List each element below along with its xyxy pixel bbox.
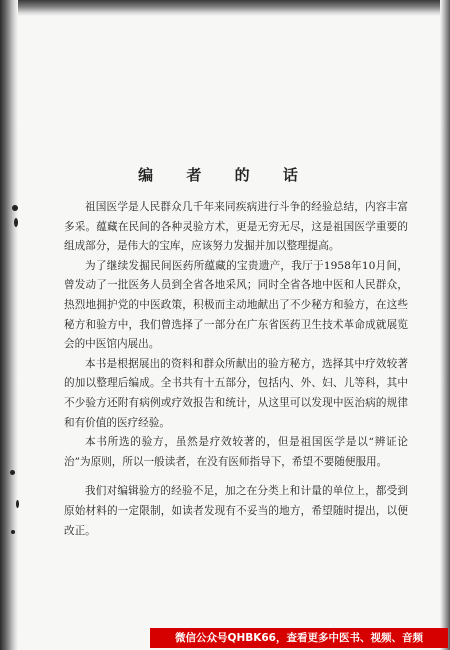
scan-edge-right bbox=[440, 0, 450, 650]
paragraph-3: 本书是根据展出的资料和群众所献出的验方秘方，选择其中疗效较著的加以整理后编成。全书共有十五部分，包括内、外、妇、儿等科，其中不少验方还附有病例或疗效报告和统计，从这里可以发现中医治病的规律和有价值的医疗经验。 bbox=[64, 357, 408, 429]
scan-speck bbox=[16, 500, 19, 508]
watermark-banner: 微信公众号QHBK66，查看更多中医书、视频、音频 bbox=[150, 628, 448, 648]
scan-speck bbox=[11, 530, 15, 534]
paragraph-4: 本书所选的验方，虽然是疗效较著的，但是祖国医学是以“辨证论治”为原则，所以一般读者，在没有医师指导下，希望不要随便服用。 bbox=[64, 436, 408, 468]
scan-edge-left bbox=[0, 0, 18, 650]
scan-speck bbox=[12, 205, 18, 211]
paragraph-2: 为了继续发掘民间医药所蕴藏的宝贵遗产，我厅于1958年10月间，曾发动了一批医务人员到全省各地采风；同时全省各地中医和人民群众，热烈地拥护党的中医政策，积极而主动地献出了不少秘方和验方，在这些秘方和验方中，我们曾选择了一部分在广东省医药卫生技术革命成就展览会的中医馆内展出。 bbox=[64, 259, 408, 351]
scan-speck bbox=[14, 218, 18, 227]
page-title: 编 者 的 话 bbox=[138, 166, 312, 184]
scan-edge-top bbox=[0, 0, 450, 16]
paragraph-1: 祖国医学是人民群众几千年来同疾病进行斗争的经验总结，内容丰富多采。蕴藏在民间的各种灵验方术，更是无穷无尽，这是祖国医学重要的组成部分，是伟大的宝库，应该努力发掘并加以整理提高。 bbox=[64, 201, 408, 253]
paragraph-5: 我们对编辑验方的经验不足，加之在分类上和计量的单位上，都受到原始材料的一定限制，如读者发现有不妥当的地方，希望随时提出，以便改正。 bbox=[64, 485, 408, 537]
scan-speck bbox=[10, 470, 15, 475]
body-text bbox=[64, 198, 408, 541]
